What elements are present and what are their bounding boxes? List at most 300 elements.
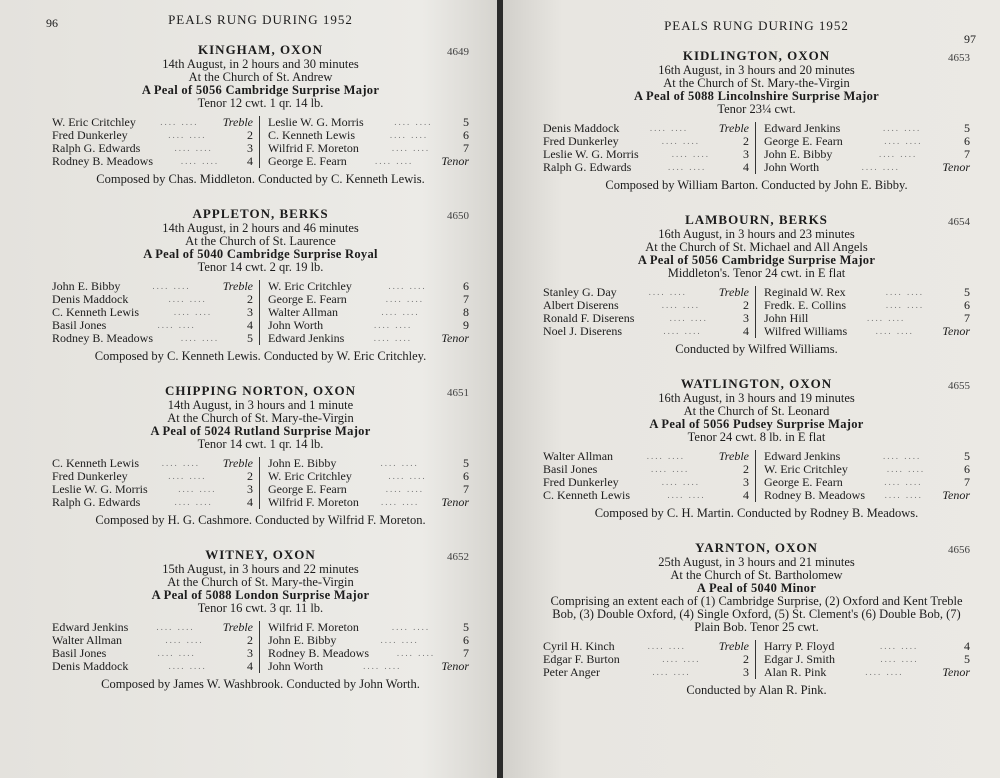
leader-dots: .... ....: [669, 313, 708, 323]
ringer-name: John E. Bibby: [268, 633, 337, 647]
ringer-name: Edgar J. Smith: [764, 652, 835, 666]
peal-place: [543, 540, 970, 556]
ringer-name: George E. Fearn: [268, 482, 347, 496]
bell-position: 3: [247, 305, 253, 319]
leader-dots: .... ....: [668, 162, 707, 172]
ringer-name: George E. Fearn: [764, 134, 843, 148]
peal-number: 4654: [948, 216, 970, 228]
bell-position: Tenor: [942, 160, 970, 174]
peal-method: A Peal of 5088 Lincolnshire Surprise Major: [634, 89, 879, 103]
peal-list: [543, 48, 970, 697]
peal-number: 4650: [447, 210, 469, 222]
ringer-name: Ronald F. Diserens: [543, 311, 635, 325]
peal-place-name: WITNEY, OXON: [205, 547, 316, 562]
bell-position: Treble: [718, 285, 749, 299]
bell-position: 5: [964, 285, 970, 299]
ringer-name: W. Eric Critchley: [268, 279, 352, 293]
ringer-name: Wilfrid F. Moreton: [268, 141, 359, 155]
peal-method: A Peal of 5056 Pudsey Surprise Major: [649, 417, 864, 431]
bell-position: 3: [247, 646, 253, 660]
ringer-name: Fred Dunkerley: [52, 469, 128, 483]
running-head-title: PEALS RUNG DURING 1952: [664, 18, 849, 33]
ringers-column-right: [260, 280, 469, 345]
bell-position: 2: [247, 469, 253, 483]
ringer-name: Denis Maddock: [52, 659, 129, 673]
running-head-title: PEALS RUNG DURING 1952: [168, 12, 353, 27]
ringer-name: Edward Jenkins: [764, 121, 841, 135]
peal-detail-line: At the Church of St. Mary-the-Virgin: [167, 411, 354, 425]
leader-dots: .... ....: [661, 136, 700, 146]
leader-dots: .... ....: [380, 635, 419, 645]
ringer-name: Ralph G. Edwards: [543, 160, 632, 174]
ringer-name: Rodney B. Meadows: [268, 646, 369, 660]
ringer-name: Leslie W. G. Morris: [268, 115, 364, 129]
leader-dots: .... ....: [168, 130, 207, 140]
ringer-row: [52, 496, 253, 509]
peal-entry: [52, 206, 469, 363]
ringer-name: Fredk. E. Collins: [764, 298, 847, 312]
peal-place: [52, 206, 469, 222]
ringer-name: Basil Jones: [543, 462, 598, 476]
leader-dots: .... ....: [156, 622, 195, 632]
peal-detail-line: At the Church of St. Bartholomew: [670, 568, 843, 582]
peal-place: [543, 376, 970, 392]
leader-dots: .... ....: [884, 477, 923, 487]
bell-position: 2: [743, 134, 749, 148]
peal-number: 4653: [948, 52, 970, 64]
ringer-name: Basil Jones: [52, 318, 107, 332]
ringer-row: [543, 325, 749, 338]
leader-dots: .... ....: [157, 320, 196, 330]
leader-dots: .... ....: [160, 117, 199, 127]
peal-number: 4655: [948, 380, 970, 392]
ringer-name: John Worth: [268, 659, 324, 673]
leader-dots: .... ....: [388, 281, 427, 291]
bell-position: Treble: [718, 121, 749, 135]
leader-dots: .... ....: [380, 458, 419, 468]
leader-dots: .... ....: [157, 648, 196, 658]
leader-dots: .... ....: [884, 490, 923, 500]
peal-tenor: Middleton's. Tenor 24 cwt. in E flat: [667, 266, 846, 280]
ringer-name: Ralph G. Edwards: [52, 141, 141, 155]
leader-dots: .... ....: [651, 464, 690, 474]
ringers-column-right: [756, 122, 970, 174]
leader-dots: .... ....: [168, 294, 207, 304]
ringers-column-right: [260, 621, 469, 673]
bell-position: 2: [247, 128, 253, 142]
ringer-name: George E. Fearn: [764, 475, 843, 489]
peal-footer: Composed by Chas. Middleton. Conducted by C. Kenneth Lewis.: [96, 172, 425, 186]
leader-dots: .... ....: [648, 287, 687, 297]
ringers-column-right: [260, 457, 469, 509]
ringer-name: C. Kenneth Lewis: [268, 128, 355, 142]
ringers-column-right: [756, 286, 970, 338]
ringers-column-left: [52, 280, 260, 345]
ringer-name: W. Eric Critchley: [764, 462, 848, 476]
ringer-name: Noel J. Diserens: [543, 324, 622, 338]
leader-dots: .... ....: [391, 622, 431, 632]
ringer-name: John E. Bibby: [52, 279, 121, 293]
bell-position: Tenor: [441, 495, 469, 509]
peal-place: [52, 547, 469, 563]
bell-position: 2: [743, 652, 749, 666]
bell-position: 5: [964, 449, 970, 463]
leader-dots: .... ....: [649, 123, 689, 133]
bell-position: 7: [964, 147, 970, 161]
peal-number: 4656: [948, 544, 970, 556]
bell-position: 7: [463, 292, 469, 306]
peal-footer: Composed by C. Kenneth Lewis. Conducted by W. Eric Critchley.: [94, 349, 427, 363]
leader-dots: .... ....: [662, 654, 701, 664]
ringer-row: [268, 155, 469, 168]
page-number: 97: [964, 32, 976, 46]
leader-dots: .... ....: [396, 648, 436, 658]
peal-tenor: Tenor 14 cwt. 2 qr. 19 lb.: [197, 260, 324, 274]
peal-entry: [52, 42, 469, 186]
ringer-name: W. Eric Critchley: [52, 115, 136, 129]
leader-dots: .... ....: [389, 130, 429, 140]
peal-place-name: KINGHAM, OXON: [198, 42, 323, 57]
peal-tenor: Tenor 14 cwt. 1 qr. 14 lb.: [197, 437, 324, 451]
bell-position: 4: [964, 639, 970, 653]
ringers-column-right: [756, 640, 970, 679]
peal-entry: [543, 48, 970, 192]
peal-list: [52, 42, 469, 691]
leader-dots: .... ....: [867, 313, 906, 323]
bell-position: 6: [964, 462, 970, 476]
ringer-name: John Worth: [764, 160, 820, 174]
bell-position: 3: [247, 141, 253, 155]
ringer-name: Denis Maddock: [543, 121, 620, 135]
peal-tenor: Tenor 23¼ cwt.: [717, 102, 796, 116]
ringer-name: John Worth: [268, 318, 324, 332]
running-head: [543, 14, 976, 48]
peal-footer: Conducted by Wilfred Williams.: [675, 342, 838, 356]
bell-position: 6: [964, 134, 970, 148]
peal-number: 4652: [447, 551, 469, 563]
ringers-column-left: [543, 122, 756, 174]
bell-position: 7: [463, 646, 469, 660]
ringer-row: [764, 161, 970, 174]
ringer-name: Wilfrid F. Moreton: [268, 495, 359, 509]
ringers-table: [543, 450, 970, 502]
peal-entry: [52, 383, 469, 527]
ringers-column-left: [52, 621, 260, 673]
bell-position: 4: [247, 495, 253, 509]
ringer-row: [543, 489, 749, 502]
ringer-row: [268, 496, 469, 509]
peal-detail-line: At the Church of St. Mary-the-Virgin: [663, 76, 850, 90]
peal-detail-line: At the Church of St. Andrew: [188, 70, 333, 84]
ringer-row: [764, 666, 970, 679]
bell-position: 7: [964, 311, 970, 325]
peal-detail-line: At the Church of St. Laurence: [185, 234, 336, 248]
leader-dots: .... ....: [661, 477, 700, 487]
bell-position: Treble: [222, 115, 253, 129]
bell-position: 3: [743, 311, 749, 325]
leader-dots: .... ....: [174, 497, 213, 507]
leader-dots: .... ....: [173, 307, 213, 317]
leader-dots: .... ....: [885, 300, 925, 310]
leader-dots: .... ....: [647, 641, 686, 651]
leader-dots: .... ....: [646, 451, 686, 461]
leader-dots: .... ....: [385, 294, 424, 304]
peal-place-name: WATLINGTON, OXON: [680, 376, 833, 391]
bell-position: 4: [247, 659, 253, 673]
leader-dots: .... ....: [373, 320, 413, 330]
leader-dots: .... ....: [180, 156, 220, 166]
page-number: 96: [46, 16, 58, 30]
peal-detail-line: At the Church of St. Leonard: [683, 404, 830, 418]
leader-dots: .... ....: [652, 667, 691, 677]
bell-position: 6: [463, 128, 469, 142]
peal-footer: Composed by William Barton. Conducted by John E. Bibby.: [605, 178, 908, 192]
ringer-name: Cyril H. Kinch: [543, 639, 615, 653]
ringer-name: Wilfred Williams: [764, 324, 848, 338]
leader-dots: .... ....: [883, 451, 922, 461]
bell-position: Tenor: [441, 659, 469, 673]
ringer-name: Harry P. Floyd: [764, 639, 835, 653]
ringers-column-left: [543, 286, 756, 338]
leader-dots: .... ....: [886, 464, 926, 474]
ringers-table: [543, 286, 970, 338]
leader-dots: .... ....: [180, 333, 220, 343]
bell-position: 9: [463, 318, 469, 332]
ringer-row: [268, 660, 469, 673]
bell-position: 5: [463, 620, 469, 634]
ringer-name: Edward Jenkins: [52, 620, 129, 634]
bell-position: Treble: [222, 620, 253, 634]
bell-position: 4: [743, 160, 749, 174]
bell-position: 7: [964, 475, 970, 489]
ringer-row: [764, 325, 970, 338]
peal-tenor: Comprising an extent each of (1) Cambridge Surprise, (2) Oxford and Kent Treble Bob, (3) Double Oxford, (4) Single Oxford, (5) St. Clement's (6) Double Bob, (7) Plain Bob. Tenor 25 cwt.: [550, 594, 963, 634]
ringer-row: [268, 332, 469, 345]
peal-footer: Composed by H. G. Cashmore. Conducted by Wilfrid F. Moreton.: [95, 513, 426, 527]
ringer-name: Ralph G. Edwards: [52, 495, 141, 509]
running-head: [46, 8, 469, 42]
ringer-name: Basil Jones: [52, 646, 107, 660]
ringers-column-left: [543, 640, 756, 679]
bell-position: 5: [463, 115, 469, 129]
leader-dots: .... ....: [381, 497, 420, 507]
peal-entry: [543, 212, 970, 356]
bell-position: Tenor: [441, 154, 469, 168]
peal-place-name: LAMBOURN, BERKS: [685, 212, 828, 227]
leader-dots: .... ....: [178, 484, 217, 494]
bell-position: Tenor: [942, 488, 970, 502]
peal-place-name: APPLETON, BERKS: [192, 206, 329, 221]
leader-dots: .... ....: [152, 281, 191, 291]
ringer-name: W. Eric Critchley: [268, 469, 352, 483]
peal-method: A Peal of 5088 London Surprise Major: [151, 588, 370, 602]
peal-footer: Conducted by Alan R. Pink.: [686, 683, 827, 697]
ringer-name: Denis Maddock: [52, 292, 129, 306]
peal-detail-line: At the Church of St. Michael and All Angels: [645, 240, 868, 254]
leader-dots: .... ....: [880, 654, 919, 664]
ringer-name: Edgar F. Burton: [543, 652, 620, 666]
bell-position: 2: [743, 462, 749, 476]
bell-position: 6: [463, 469, 469, 483]
bell-position: Treble: [222, 279, 253, 293]
bell-position: 4: [743, 488, 749, 502]
leader-dots: .... ....: [363, 661, 402, 671]
leader-dots: .... ....: [165, 635, 204, 645]
peal-method: A Peal of 5024 Rutland Surprise Major: [150, 424, 371, 438]
peal-entry: [543, 376, 970, 520]
ringers-table: [52, 621, 469, 673]
ringer-name: C. Kenneth Lewis: [543, 488, 630, 502]
ringers-column-left: [52, 457, 260, 509]
bell-position: Treble: [222, 456, 253, 470]
bell-position: 5: [463, 456, 469, 470]
bell-position: 3: [247, 482, 253, 496]
ringer-name: Leslie W. G. Morris: [52, 482, 148, 496]
ringer-name: Fred Dunkerley: [543, 475, 619, 489]
bell-position: Treble: [718, 449, 749, 463]
ringer-name: George E. Fearn: [268, 154, 347, 168]
peal-entry: [52, 547, 469, 691]
bell-position: 5: [247, 331, 253, 345]
peal-tenor: Tenor 24 cwt. 8 lb. in E flat: [687, 430, 826, 444]
peal-place: [52, 42, 469, 58]
bell-position: Treble: [718, 639, 749, 653]
peal-entry: [543, 540, 970, 697]
ringer-name: Peter Anger: [543, 665, 600, 679]
peal-method: A Peal of 5056 Cambridge Surprise Major: [637, 253, 876, 267]
peal-method: A Peal of 5040 Cambridge Surprise Royal: [143, 247, 378, 261]
leader-dots: .... ....: [861, 162, 900, 172]
leader-dots: .... ....: [880, 641, 919, 651]
peal-place: [52, 383, 469, 399]
bell-position: 6: [463, 633, 469, 647]
bell-position: 3: [743, 665, 749, 679]
ringers-table: [52, 457, 469, 509]
ringer-row: [52, 660, 253, 673]
ringer-row: [543, 666, 749, 679]
peal-detail-line: 15th August, in 3 hours and 22 minutes: [162, 562, 359, 576]
peal-place: [543, 48, 970, 64]
leader-dots: .... ....: [388, 471, 427, 481]
leader-dots: .... ....: [391, 143, 431, 153]
bell-position: 2: [247, 633, 253, 647]
leader-dots: .... ....: [168, 471, 207, 481]
ringer-name: John E. Bibby: [268, 456, 337, 470]
leader-dots: .... ....: [174, 143, 213, 153]
ringers-column-left: [52, 116, 260, 168]
bell-position: 6: [463, 279, 469, 293]
leader-dots: .... ....: [385, 484, 424, 494]
leader-dots: .... ....: [373, 333, 412, 343]
ringer-name: Reginald W. Rex: [764, 285, 846, 299]
leader-dots: .... ....: [875, 326, 914, 336]
ringer-name: Walter Allman: [543, 449, 614, 463]
bell-position: 5: [964, 652, 970, 666]
leader-dots: .... ....: [394, 117, 433, 127]
ringer-name: Walter Allman: [52, 633, 123, 647]
ringer-name: Walter Allman: [268, 305, 339, 319]
ringer-name: Albert Diserens: [543, 298, 619, 312]
peal-place-name: KIDLINGTON, OXON: [682, 48, 831, 63]
bell-position: 3: [743, 147, 749, 161]
ringer-name: Stanley G. Day: [543, 285, 617, 299]
peal-detail-line: 16th August, in 3 hours and 19 minutes: [658, 391, 855, 405]
ringers-column-right: [756, 450, 970, 502]
ringer-row: [52, 155, 253, 168]
ringer-name: George E. Fearn: [268, 292, 347, 306]
bell-position: 7: [463, 482, 469, 496]
peal-detail-line: 14th August, in 3 hours and 1 minute: [167, 398, 354, 412]
peal-method: A Peal of 5040 Minor: [696, 581, 817, 595]
ringer-name: Wilfrid F. Moreton: [268, 620, 359, 634]
ringer-name: C. Kenneth Lewis: [52, 305, 139, 319]
left-page: [0, 0, 497, 778]
peal-footer: Composed by James W. Washbrook. Conducted by John Worth.: [101, 677, 420, 691]
ringers-table: [52, 280, 469, 345]
ringer-name: Fred Dunkerley: [52, 128, 128, 142]
bell-position: 3: [743, 475, 749, 489]
peal-number: 4649: [447, 46, 469, 58]
leader-dots: .... ....: [381, 307, 420, 317]
peal-detail-line: 16th August, in 3 hours and 20 minutes: [658, 63, 855, 77]
peal-detail-line: 14th August, in 2 hours and 30 minutes: [162, 57, 359, 71]
right-page: [503, 0, 1000, 778]
bell-position: 6: [964, 298, 970, 312]
ringers-column-right: [260, 116, 469, 168]
leader-dots: .... ....: [161, 458, 200, 468]
leader-dots: .... ....: [661, 300, 700, 310]
bell-position: 2: [743, 298, 749, 312]
leader-dots: .... ....: [374, 156, 414, 166]
ringer-name: John E. Bibby: [764, 147, 833, 161]
peal-detail-line: 14th August, in 2 hours and 46 minutes: [162, 221, 359, 235]
ringer-name: John Hill: [764, 311, 809, 325]
leader-dots: .... ....: [883, 123, 922, 133]
ringers-table: [52, 116, 469, 168]
ringers-table: [543, 640, 970, 679]
leader-dots: .... ....: [671, 149, 710, 159]
bell-position: 4: [743, 324, 749, 338]
peal-place-name: YARNTON, OXON: [695, 540, 818, 555]
ringer-name: Rodney B. Meadows: [764, 488, 865, 502]
bell-position: Tenor: [942, 665, 970, 679]
ringers-column-left: [543, 450, 756, 502]
leader-dots: .... ....: [884, 136, 923, 146]
ringer-row: [543, 161, 749, 174]
peal-method: A Peal of 5056 Cambridge Surprise Major: [141, 83, 380, 97]
leader-dots: .... ....: [879, 149, 918, 159]
peal-detail-line: 16th August, in 3 hours and 23 minutes: [658, 227, 855, 241]
ringer-name: Fred Dunkerley: [543, 134, 619, 148]
leader-dots: .... ....: [168, 661, 207, 671]
bell-position: 8: [463, 305, 469, 319]
bell-position: 4: [247, 318, 253, 332]
bell-position: 4: [247, 154, 253, 168]
ringer-name: Rodney B. Meadows: [52, 154, 153, 168]
peal-detail-line: At the Church of St. Mary-the-Virgin: [167, 575, 354, 589]
ringer-name: Rodney B. Meadows: [52, 331, 153, 345]
ringer-name: Edward Jenkins: [764, 449, 841, 463]
bell-position: Tenor: [942, 324, 970, 338]
peal-place-name: CHIPPING NORTON, OXON: [164, 383, 357, 398]
peal-place: [543, 212, 970, 228]
peal-number: 4651: [447, 387, 469, 399]
ringer-row: [52, 332, 253, 345]
ringers-table: [543, 122, 970, 174]
ringer-name: C. Kenneth Lewis: [52, 456, 139, 470]
ringer-name: Edward Jenkins: [268, 331, 345, 345]
ringer-name: Alan R. Pink: [764, 665, 827, 679]
